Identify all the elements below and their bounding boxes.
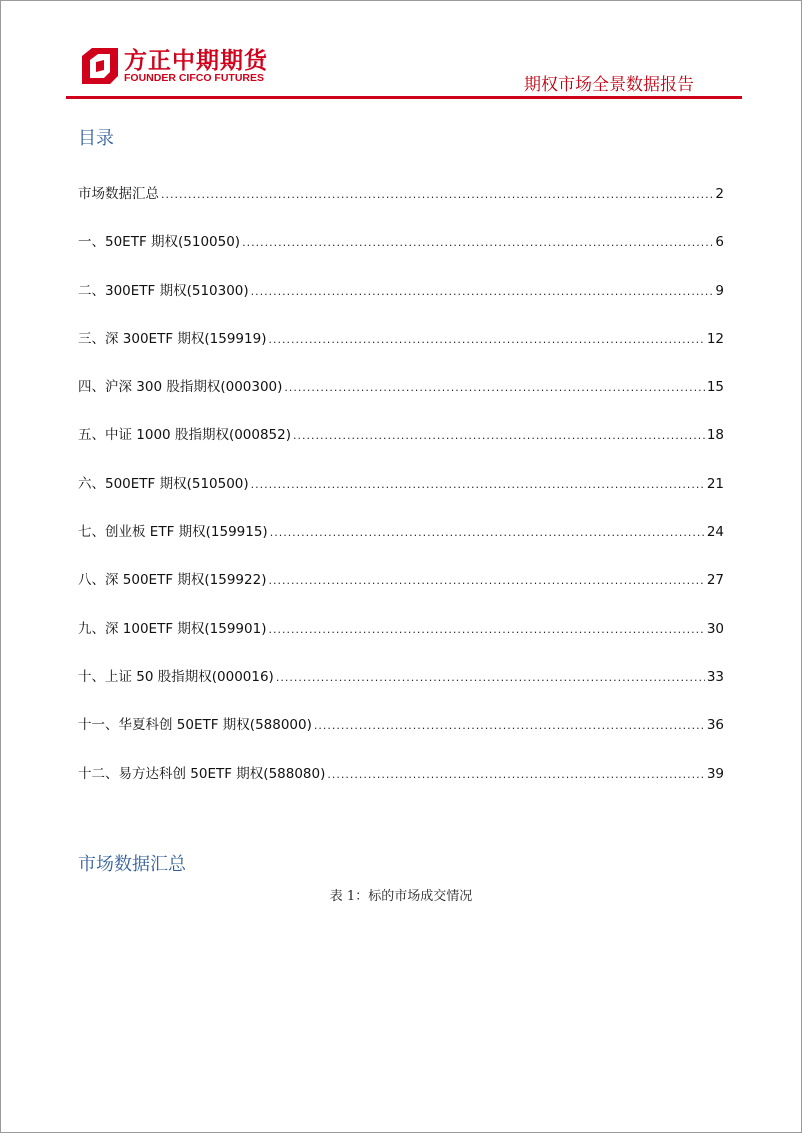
toc-entry[interactable] xyxy=(78,182,724,230)
toc-leader-dots xyxy=(327,768,704,781)
toc-entry[interactable] xyxy=(78,327,724,375)
toc-entry-label: 五、中证 1000 股指期权(000852) xyxy=(78,427,292,444)
header-divider xyxy=(66,96,742,99)
toc-leader-dots xyxy=(268,574,704,587)
toc-entry[interactable] xyxy=(78,617,724,665)
toc-entry-label: 十二、易方达科创 50ETF 期权(588080) xyxy=(78,765,326,782)
toc-entry-page: 21 xyxy=(706,475,724,492)
toc-entry-page: 18 xyxy=(706,427,724,444)
section-heading: 市场数据汇总 xyxy=(78,854,186,875)
toc-entry-label: 十一、华夏科创 50ETF 期权(588000) xyxy=(78,717,312,734)
toc-entry-label: 市场数据汇总 xyxy=(78,186,159,202)
toc-entry[interactable] xyxy=(78,568,724,616)
toc-entry-label: 四、沪深 300 股指期权(000300) xyxy=(78,379,283,396)
toc-entry-page: 9 xyxy=(715,282,724,299)
toc-entry-label: 六、500ETF 期权(510500) xyxy=(78,475,249,492)
toc-entry-label: 八、深 500ETF 期权(159922) xyxy=(78,572,267,589)
toc-entry[interactable] xyxy=(78,762,724,810)
toc-entry[interactable] xyxy=(78,665,724,713)
toc-leader-dots xyxy=(251,285,714,298)
toc-leader-dots xyxy=(268,333,704,346)
toc-entry-label: 十、上证 50 股指期权(000016) xyxy=(78,668,274,685)
toc-entry-page: 33 xyxy=(706,668,724,685)
toc-entry-page: 12 xyxy=(706,330,724,347)
toc-leader-dots xyxy=(276,671,705,684)
table-of-contents xyxy=(78,182,724,810)
toc-leader-dots xyxy=(270,526,705,539)
toc-entry-page: 6 xyxy=(715,234,724,251)
toc-entry[interactable] xyxy=(78,375,724,423)
toc-entry[interactable] xyxy=(78,423,724,471)
logo-english-name: FOUNDER CIFCO FUTURES xyxy=(124,72,264,84)
toc-leader-dots xyxy=(161,188,713,201)
toc-entry-page: 24 xyxy=(706,524,724,541)
toc-leader-dots xyxy=(293,429,705,442)
toc-entry[interactable] xyxy=(78,279,724,327)
toc-entry-label: 一、50ETF 期权(510050) xyxy=(78,234,241,251)
toc-entry[interactable] xyxy=(78,520,724,568)
toc-entry[interactable] xyxy=(78,713,724,761)
toc-entry-label: 三、深 300ETF 期权(159919) xyxy=(78,330,267,347)
toc-heading: 目录 xyxy=(78,128,114,149)
toc-entry-page: 39 xyxy=(706,765,724,782)
toc-leader-dots xyxy=(268,623,704,636)
toc-entry-label: 七、创业板 ETF 期权(159915) xyxy=(78,524,268,541)
toc-entry-page: 2 xyxy=(715,186,724,202)
founder-logo-icon xyxy=(80,46,120,86)
toc-entry-label: 九、深 100ETF 期权(159901) xyxy=(78,620,267,637)
table-caption: 表 1：标的市场成交情况 xyxy=(329,889,473,904)
toc-leader-dots xyxy=(284,381,704,394)
page-header xyxy=(66,38,742,102)
toc-entry-page: 36 xyxy=(706,717,724,734)
report-title: 期权市场全景数据报告 xyxy=(524,75,694,95)
toc-entry-page: 15 xyxy=(706,379,724,396)
toc-entry-page: 30 xyxy=(706,620,724,637)
toc-leader-dots xyxy=(314,719,705,732)
toc-entry[interactable] xyxy=(78,472,724,520)
toc-entry[interactable] xyxy=(78,230,724,278)
toc-leader-dots xyxy=(251,478,705,491)
toc-entry-page: 27 xyxy=(706,572,724,589)
toc-leader-dots xyxy=(242,236,713,249)
logo-chinese-name: 方正中期期货 xyxy=(124,48,268,74)
toc-entry-label: 二、300ETF 期权(510300) xyxy=(78,282,249,299)
